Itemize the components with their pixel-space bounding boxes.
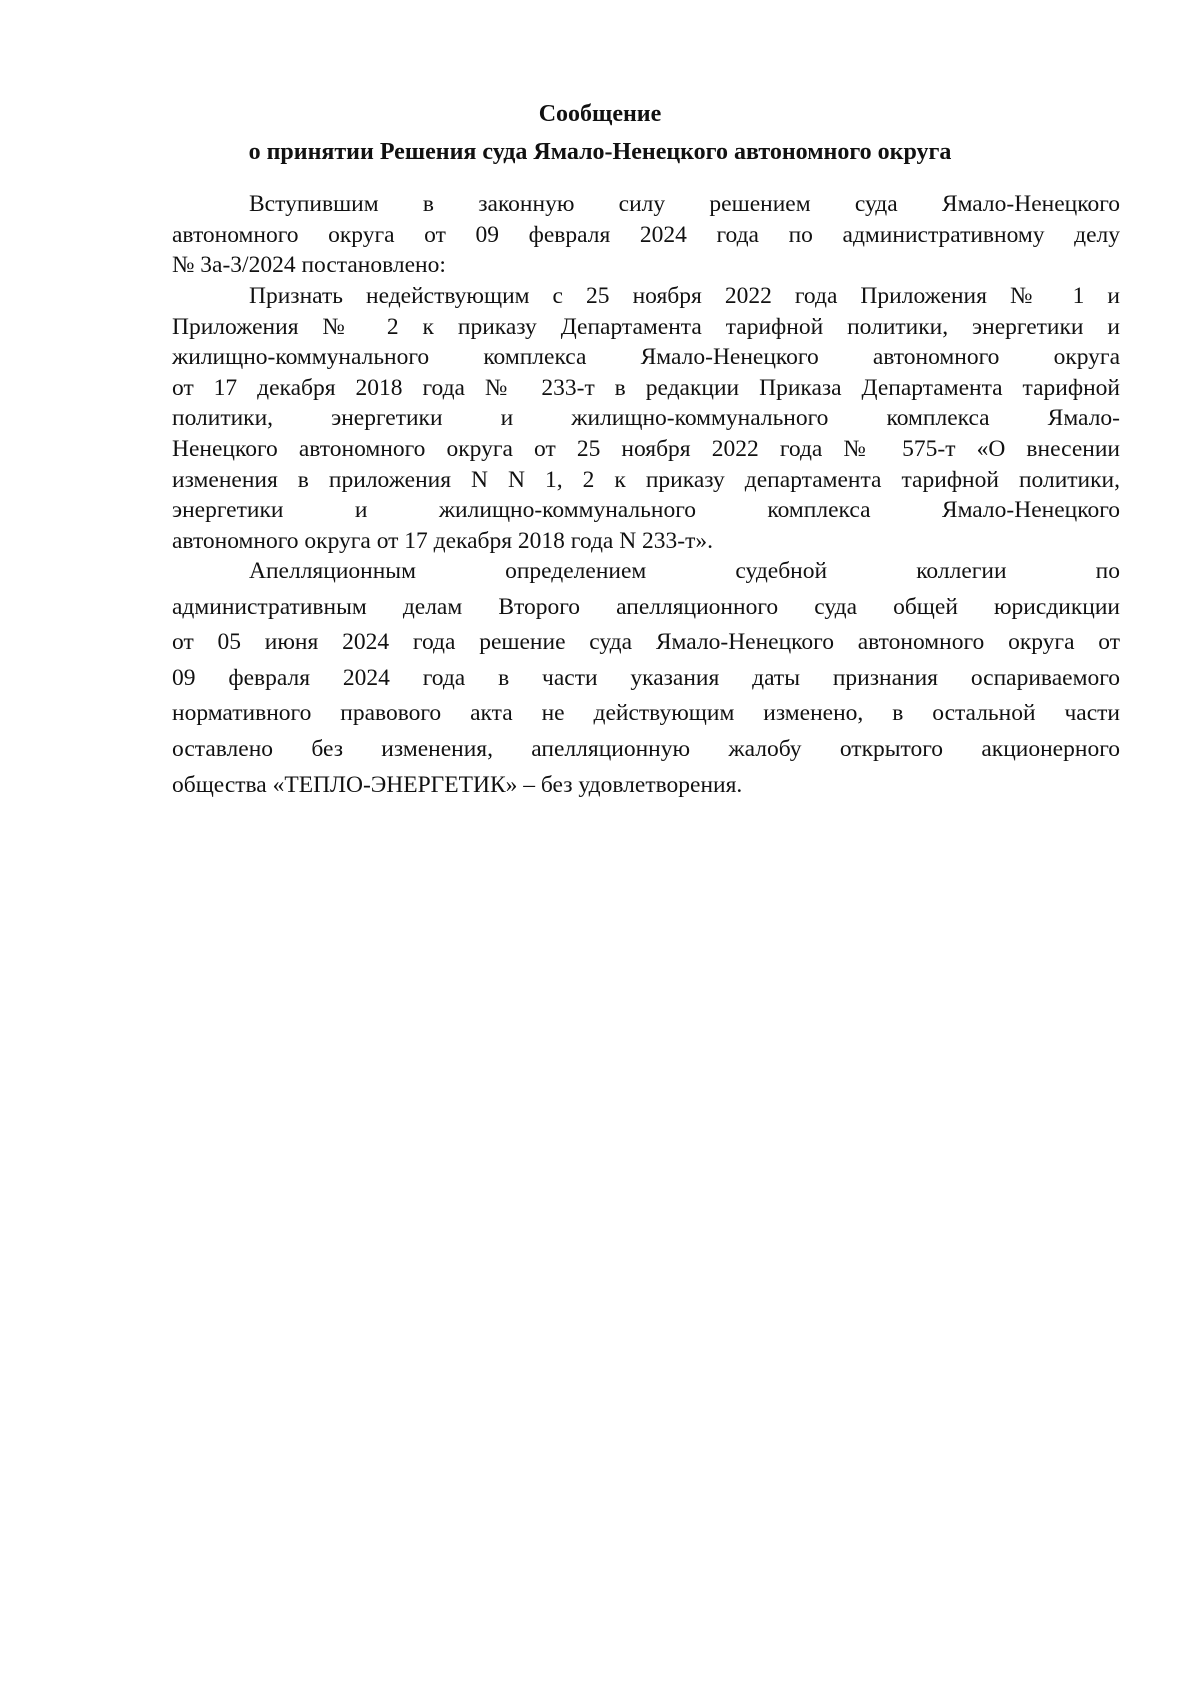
text-line: административным делам Второго апелляционного суда общей юрисдикции xyxy=(172,593,1120,620)
paragraph-2 xyxy=(172,281,1120,556)
text-line: Признать недействующим с 25 ноября 2022 года Приложения № 1 и xyxy=(249,283,1120,309)
text-line: № 3а-3/2024 постановлено: xyxy=(172,252,446,279)
text-line: изменения в приложения N N 1, 2 к приказу департамента тарифной политики, xyxy=(172,466,1120,493)
text-line: нормативного правового акта не действующим изменено, в остальной части xyxy=(172,700,1120,727)
paragraph-1 xyxy=(172,189,1120,281)
text-line: Ненецкого автономного округа от 25 ноября 2022 года № 575-т «О внесении xyxy=(172,435,1120,462)
text-line: Апелляционным определением судебной коллегии по xyxy=(249,558,1120,584)
text-line: политики, энергетики и жилищно-коммунального комплекса Ямало- xyxy=(172,405,1120,432)
text-line: жилищно-коммунального комплекса Ямало-Ненецкого автономного округа xyxy=(172,344,1120,371)
text-line: автономного округа от 17 декабря 2018 года N 233-т». xyxy=(172,527,714,554)
text-line: общества «ТЕПЛО-ЭНЕРГЕТИК» – без удовлетворения. xyxy=(172,771,743,798)
text-line: от 17 декабря 2018 года № 233-т в редакции Приказа Департамента тарифной xyxy=(172,374,1120,401)
text-line: энергетики и жилищно-коммунального комплекса Ямало-Ненецкого xyxy=(172,497,1120,524)
text-line: от 05 июня 2024 года решение суда Ямало-Ненецкого автономного округа от xyxy=(172,629,1120,656)
text-line: 09 февраля 2024 года в части указания даты признания оспариваемого xyxy=(172,664,1120,691)
text-line: оставлено без изменения, апелляционную жалобу открытого акционерного xyxy=(172,735,1120,762)
text-line: Приложения № 2 к приказу Департамента тарифной политики, энергетики и xyxy=(172,313,1120,340)
text-line: автономного округа от 09 февраля 2024 года по административному делу xyxy=(172,221,1120,248)
document-title: Сообщение xyxy=(538,101,662,127)
paragraph-3 xyxy=(172,554,1120,803)
document-subtitle: о принятии Решения суда Ямало-Ненецкого автономного округа xyxy=(248,139,952,165)
text-line: Вступившим в законную силу решением суда Ямало-Ненецкого xyxy=(249,191,1120,217)
